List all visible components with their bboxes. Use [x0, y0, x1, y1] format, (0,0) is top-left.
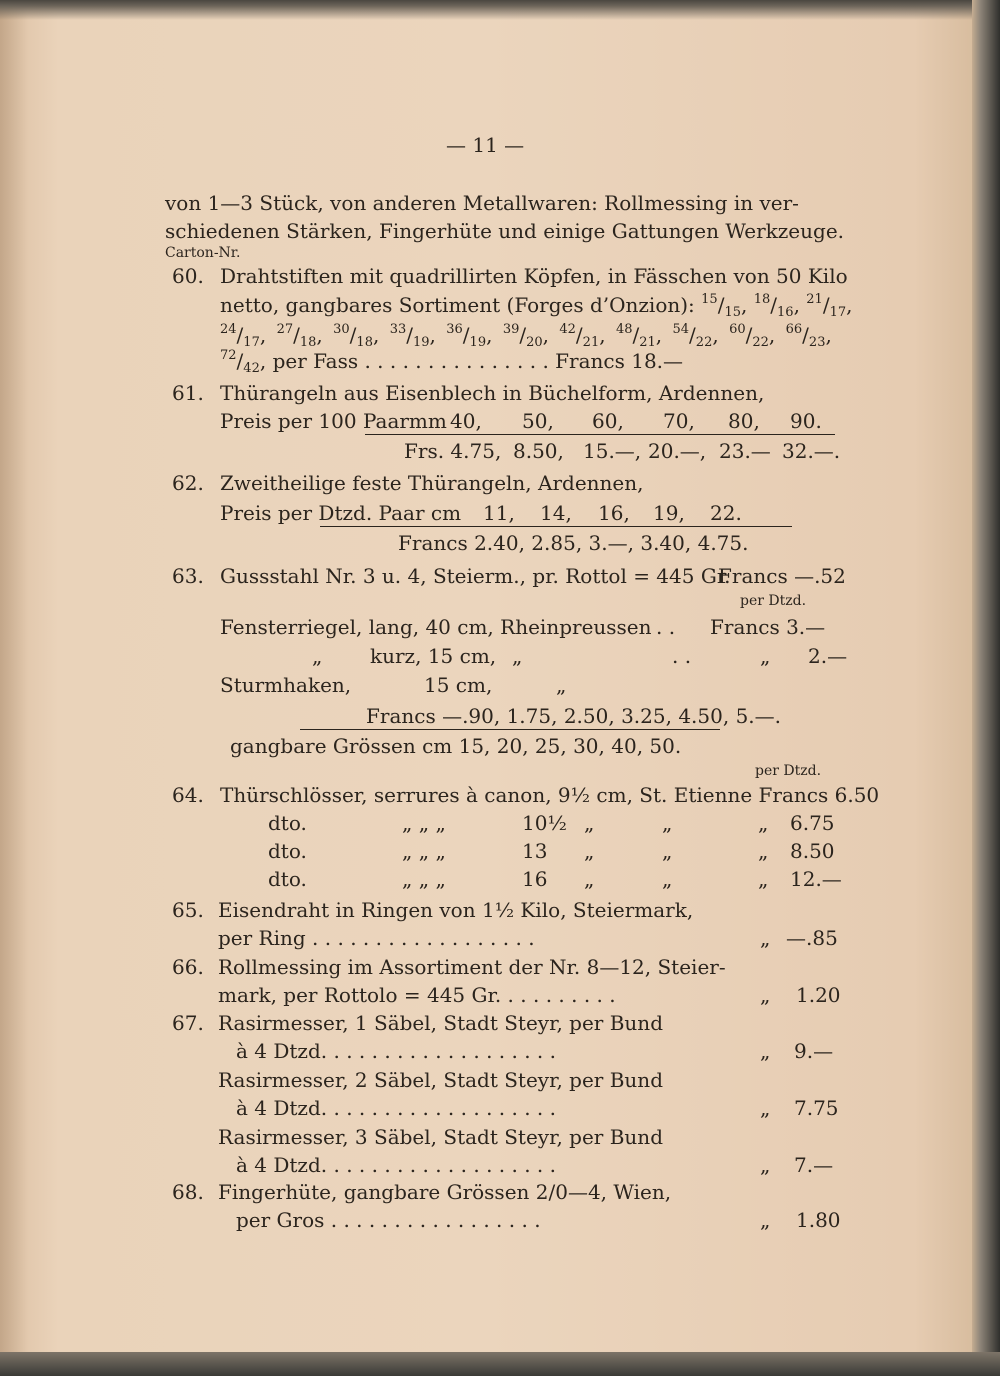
item60-line-4: $^{72}/_{42}$, per Fass . . . . . . . . . . . . . . . Francs 18.— — [220, 348, 684, 376]
item65-ditto: „ — [760, 926, 771, 950]
item67-entry-line-1: Rasirmesser, 2 Säbel, Stadt Steyr, per Bund — [218, 1068, 663, 1092]
fraction: $^{60}/_{22}$, — [729, 322, 782, 350]
fraction: $^{24}/_{17}$, — [220, 322, 273, 350]
item62-price-label: Preis per Dtzd. Paar cm — [220, 501, 462, 525]
item64-row-ditto-3: „ — [662, 839, 673, 863]
fraction: $^{33}/_{19}$, — [389, 322, 443, 350]
item61-rule — [365, 434, 835, 435]
item61-size-2: 50, — [522, 409, 554, 433]
item63-fenster-kurz-ditto: „ — [512, 644, 523, 668]
item61-prices-label: Frs. 4.75, — [404, 439, 502, 463]
item63-sturm-size: 15 cm, — [424, 673, 493, 697]
item64-row-price: 8.50 — [790, 839, 835, 863]
item66-price: 1.20 — [796, 983, 841, 1007]
item64-row-ditto-4: „ — [758, 867, 769, 891]
item62-prices: Francs 2.40, 2.85, 3.—, 3.40, 4.75. — [398, 531, 749, 555]
item67-entry-ditto: „ — [760, 1096, 771, 1120]
page-number: — 11 — — [446, 133, 525, 157]
item61-price-3: 15.—, — [583, 439, 642, 463]
item67-entry-ditto: „ — [760, 1153, 771, 1177]
item-number-65: 65. — [172, 898, 204, 922]
item64-row-ditto-2: „ — [584, 811, 595, 835]
item62-rule — [320, 526, 792, 527]
item64-row-label: dto. — [268, 839, 307, 863]
item62-size-3: 16, — [598, 501, 630, 525]
item65-price: —.85 — [786, 926, 838, 950]
item63-fenster-kurz-dots: . . — [672, 644, 692, 668]
item64-row-price: 6.75 — [790, 811, 835, 835]
item-number-64: 64. — [172, 783, 204, 807]
fraction: $^{66}/_{23}$, — [785, 322, 832, 350]
item68-price: 1.80 — [796, 1208, 841, 1232]
item61-price-4: 20.—, — [648, 439, 707, 463]
item68-line-2: per Gros . . . . . . . . . . . . . . . . . — [236, 1208, 541, 1232]
item67-entry-price: 7.— — [794, 1153, 834, 1177]
item64-row-ditto-4: „ — [758, 839, 769, 863]
item64-row-size: 10½ — [522, 811, 567, 835]
item64-row-ditto-4: „ — [758, 811, 769, 835]
item64-row-ditto: „ „ „ — [402, 867, 446, 891]
item60-line-1: Drahtstiften mit quadrillirten Köpfen, in Fässchen von 50 Kilo — [220, 264, 848, 288]
fraction: $^{18}/_{16}$, — [753, 292, 807, 320]
item61-price-5: 23.— — [719, 439, 771, 463]
item63-per-dtzd: per Dtzd. — [740, 593, 807, 609]
item67-entry-price: 9.— — [794, 1039, 834, 1063]
item67-entry-line-1: Rasirmesser, 1 Säbel, Stadt Steyr, per Bund — [218, 1011, 663, 1035]
item-number-67: 67. — [172, 1011, 204, 1035]
item61-price-6: 32.—. — [782, 439, 841, 463]
item64-row-ditto: „ „ „ — [402, 839, 446, 863]
item68-line-1: Fingerhüte, gangbare Grössen 2/0—4, Wien, — [218, 1180, 672, 1204]
item68-ditto: „ — [760, 1208, 771, 1232]
item63-fenster-kurz-currency: „ — [760, 644, 771, 668]
item62-size-5: 22. — [710, 501, 742, 525]
item64-row-size: 13 — [522, 839, 548, 863]
item61-line-1: Thürangeln aus Eisenblech in Büchelform, Ardennen, — [220, 381, 765, 405]
book-edge-bottom — [0, 1352, 1000, 1376]
item-number-60: 60. — [172, 264, 204, 288]
item64-row-ditto-3: „ — [662, 811, 673, 835]
item60-last-fraction — [220, 348, 273, 376]
book-edge-right — [972, 0, 1000, 1376]
carton-label: Carton-Nr. — [165, 245, 241, 261]
item-number-62: 62. — [172, 471, 204, 495]
item61-size-5: 80, — [728, 409, 760, 433]
item62-size-4: 19, — [653, 501, 685, 525]
item-number-66: 66. — [172, 955, 204, 979]
fraction: $^{36}/_{19}$, — [446, 322, 499, 350]
item64-row-ditto-3: „ — [662, 867, 673, 891]
item63-sturm-ditto: „ — [556, 673, 567, 697]
item63-fenster-kurz-price: 2.— — [808, 644, 848, 668]
item66-line-1: Rollmessing im Assortiment der Nr. 8—12, Steier- — [218, 955, 726, 979]
item63-fenster-lang-dots: . . — [656, 615, 676, 639]
item63-fenster-kurz: kurz, 15 cm, — [370, 644, 497, 668]
item62-line-1: Zweitheilige feste Thürangeln, Ardennen, — [220, 471, 644, 495]
item62-size-1: 11, — [483, 501, 515, 525]
item67-entry-price: 7.75 — [794, 1096, 839, 1120]
item67-entry-line-2: à 4 Dtzd. . . . . . . . . . . . . . . . . . . — [236, 1039, 556, 1063]
item-number-61: 61. — [172, 381, 204, 405]
item-number-63: 63. — [172, 564, 204, 588]
item63-sturmhaken: Sturmhaken, — [220, 673, 352, 697]
intro-line-2: schiedenen Stärken, Fingerhüte und einige Gattungen Werkzeuge. — [165, 219, 845, 243]
fraction: $^{39}/_{20}$, — [502, 322, 556, 350]
item65-line-1: Eisendraht in Ringen von 1½ Kilo, Steiermark, — [218, 898, 694, 922]
item64-row-label: dto. — [268, 867, 307, 891]
item64-row-ditto-2: „ — [584, 839, 595, 863]
item64-line-1: Thürschlösser, serrures à canon, 9½ cm, St. Etienne Francs 6.50 — [220, 783, 880, 807]
item63-sizes: gangbare Grössen cm 15, 20, 25, 30, 40, 50. — [230, 734, 682, 758]
item63-line-1-price: Francs —.52 — [718, 564, 846, 588]
fraction: $^{42}/_{21}$, — [559, 322, 612, 350]
fraction: $^{30}/_{18}$, — [333, 322, 386, 350]
item67-entry-line-2: à 4 Dtzd. . . . . . . . . . . . . . . . . . . — [236, 1096, 556, 1120]
item61-price-2: 8.50, — [513, 439, 564, 463]
item61-size-1: 40, — [450, 409, 482, 433]
item-number-68: 68. — [172, 1180, 204, 1204]
item64-row-label: dto. — [268, 811, 307, 835]
fraction: $^{15}/_{15}$, — [701, 292, 754, 320]
item64-row-price: 12.— — [790, 867, 842, 891]
item63-ditto-fenster: „ — [312, 644, 323, 668]
item63-fenster-lang: Fensterriegel, lang, 40 cm, Rheinpreussen — [220, 615, 652, 639]
item63-line-1: Gussstahl Nr. 3 u. 4, Steierm., pr. Rottol = 445 Gr. — [220, 564, 731, 588]
item66-ditto: „ — [760, 983, 771, 1007]
page-gutter-shadow — [0, 0, 28, 1352]
item61-size-6: 90. — [790, 409, 822, 433]
item63-rule — [300, 729, 720, 730]
item67-entry-line-1: Rasirmesser, 3 Säbel, Stadt Steyr, per Bund — [218, 1125, 663, 1149]
item61-size-4: 70, — [663, 409, 695, 433]
fraction: $^{21}/_{17}$, — [806, 292, 853, 320]
item60-fractions-row-1 — [701, 292, 853, 320]
item64-row-ditto-2: „ — [584, 867, 595, 891]
item63-per-dtzd-2: per Dtzd. — [755, 763, 822, 779]
item62-size-2: 14, — [540, 501, 572, 525]
item64-row-ditto: „ „ „ — [402, 811, 446, 835]
item63-prices: Francs —.90, 1.75, 2.50, 3.25, 4.50, 5.—. — [366, 704, 782, 728]
item60-line-2: netto, gangbares Sortiment (Forges d’Onzion): $^{15}/_{15}$, $^{18}/_{16}$, $^{21}/_{17}$, — [220, 292, 853, 320]
fraction: $^{48}/_{21}$, — [615, 322, 669, 350]
page-top-edge — [0, 0, 972, 20]
fraction: $^{27}/_{18}$, — [276, 322, 330, 350]
item61-price-label: Preis per 100 Paarmm — [220, 409, 447, 433]
item64-row-size: 16 — [522, 867, 548, 891]
item63-fenster-lang-price: Francs 3.— — [710, 615, 826, 639]
item67-entry-line-2: à 4 Dtzd. . . . . . . . . . . . . . . . . . . — [236, 1153, 556, 1177]
fraction: $^{54}/_{22}$, — [672, 322, 726, 350]
fraction: $^{72}/_{42}$, — [220, 348, 273, 376]
intro-line-1: von 1—3 Stück, von anderen Metallwaren: Rollmessing in ver- — [165, 191, 799, 215]
item67-entry-ditto: „ — [760, 1039, 771, 1063]
item66-line-2: mark, per Rottolo = 445 Gr. . . . . . . . . . — [218, 983, 616, 1007]
item65-line-2: per Ring . . . . . . . . . . . . . . . . . . — [218, 926, 535, 950]
item61-size-3: 60, — [592, 409, 624, 433]
